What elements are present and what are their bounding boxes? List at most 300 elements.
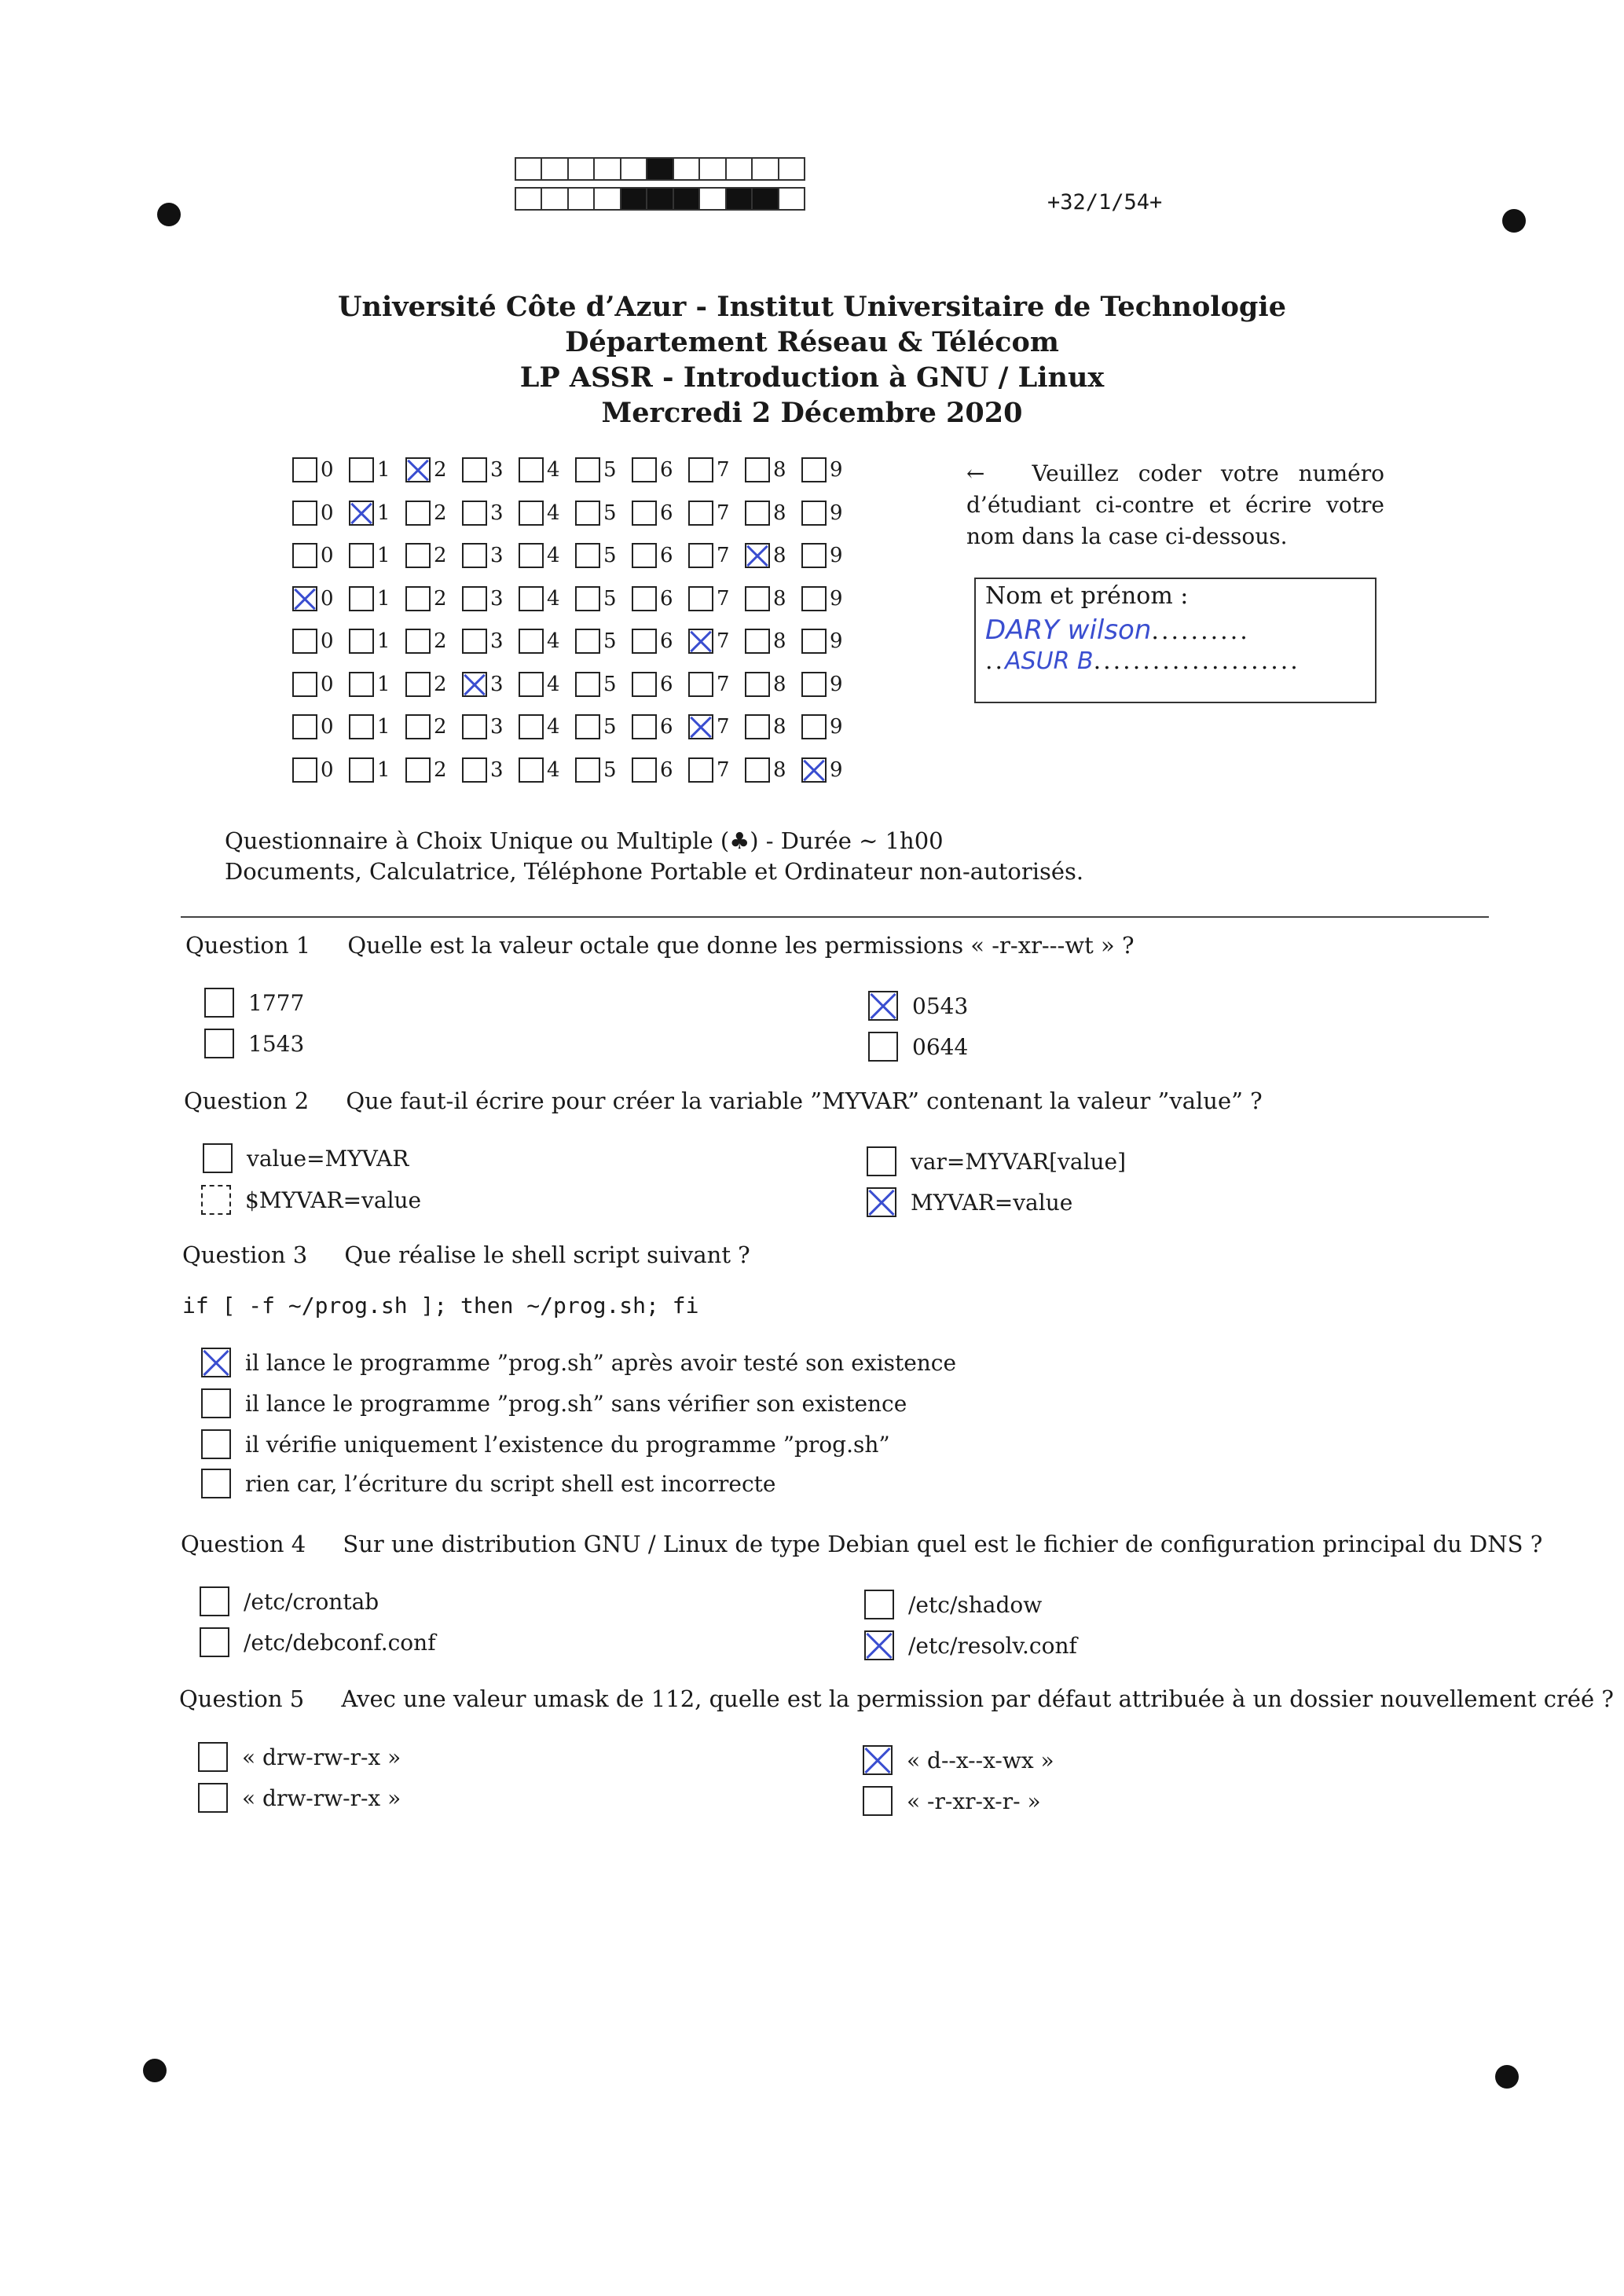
option-label: /etc/debconf.conf [244,1629,436,1656]
digit-label: 1 [377,715,390,739]
digit-label: 4 [547,629,560,653]
option-label: 1543 [248,1030,305,1057]
checkbox[interactable] [863,1745,893,1775]
option-label: $MYVAR=value [245,1187,422,1213]
digit-cell[interactable] [349,543,405,568]
checkbox[interactable] [201,1348,231,1377]
header-course: LP ASSR - Introduction à GNU / Linux [519,361,1105,394]
digit-checkbox[interactable] [801,757,827,783]
digit-cell[interactable] [519,757,575,783]
digit-checkbox[interactable] [745,757,770,783]
digit-cell[interactable] [462,501,519,526]
digit-cell[interactable] [632,457,688,482]
digit-label: 2 [434,715,447,739]
checkbox[interactable] [867,1146,896,1176]
student-number-row [292,540,858,571]
exam-info-line2: Documents, Calculatrice, Téléphone Portable et Ordinateur non-autorisés. [225,858,1084,885]
question-2 [184,1087,1263,1114]
student-number-row [292,669,858,700]
digit-checkbox[interactable] [519,714,544,739]
digit-checkbox[interactable] [462,586,487,611]
digit-label: 4 [547,586,560,611]
digit-cell[interactable] [688,586,745,611]
digit-label: 3 [490,501,504,525]
digit-checkbox[interactable] [745,543,770,568]
digit-checkbox[interactable] [405,457,431,482]
digit-cell[interactable] [745,757,801,783]
digit-cell[interactable] [632,501,688,526]
digit-label: 0 [321,672,334,696]
digit-cell[interactable] [745,501,801,526]
name-box-label: Nom et prénom : [985,582,1189,610]
digit-label: 7 [717,586,730,611]
digit-cell[interactable] [632,586,688,611]
question-5-option-d[interactable] [863,1786,1041,1816]
digit-cell[interactable] [292,629,349,654]
digit-label: 6 [660,586,673,611]
digit-checkbox[interactable] [349,457,374,482]
digit-checkbox[interactable] [632,757,657,783]
checkbox[interactable] [863,1786,893,1816]
question-1-option-b[interactable] [204,1029,304,1058]
digit-cell[interactable] [519,543,575,568]
digit-label: 5 [603,544,617,567]
digit-checkbox[interactable] [745,672,770,697]
checkbox[interactable] [203,1143,233,1173]
checkbox[interactable] [864,1590,894,1619]
question-text: Sur une distribution GNU / Linux de type Debian quel est le fichier de configuration principal du DNS ? [343,1531,1543,1557]
option-label: 1777 [248,989,305,1016]
digit-checkbox[interactable] [462,629,487,654]
digit-checkbox[interactable] [745,501,770,526]
left-arrow-icon: ← [966,460,985,486]
digit-cell[interactable] [519,714,575,739]
digit-label: 7 [717,672,730,696]
question-text: Avec une valeur umask de 112, quelle est la permission par défaut attribuée à un dossier nouvellement créé ? [341,1685,1614,1712]
digit-checkbox[interactable] [801,543,827,568]
digit-cell[interactable] [405,714,462,739]
option-label: « d--x--x-wx » [907,1747,1054,1773]
digit-cell[interactable] [462,672,519,697]
digit-checkbox[interactable] [349,714,374,739]
digit-label: 1 [377,586,390,611]
question-5-option-b[interactable] [198,1783,401,1813]
digit-checkbox[interactable] [349,543,374,568]
digit-cell[interactable] [575,501,632,526]
digit-cell[interactable] [462,457,519,482]
digit-checkbox[interactable] [632,457,657,482]
digit-label: 0 [321,501,334,525]
digit-label: 4 [547,672,560,696]
option-label: « -r-xr-x-r- » [907,1788,1041,1814]
digit-checkbox[interactable] [519,586,544,611]
digit-label: 3 [490,672,504,696]
question-2-option-a[interactable] [203,1143,409,1173]
digit-cell[interactable] [519,586,575,611]
checkbox[interactable] [198,1783,228,1813]
digit-label: 9 [830,629,843,653]
digit-cell[interactable] [462,543,519,568]
question-text: Quelle est la valeur octale que donne les permissions « -r-xr---wt » ? [347,932,1135,959]
question-label: Question 1 [185,932,311,959]
dotted-line: .. [985,647,1006,675]
digit-cell[interactable] [632,629,688,654]
checkbox[interactable] [201,1388,231,1418]
digit-cell[interactable] [292,586,349,611]
digit-cell[interactable] [462,629,519,654]
digit-cell[interactable] [519,629,575,654]
name-box[interactable] [974,578,1377,703]
digit-checkbox[interactable] [688,586,713,611]
script-code: if [ -f ~/prog.sh ]; then ~/prog.sh; fi [182,1293,699,1319]
digit-cell[interactable] [575,714,632,739]
digit-label: 0 [321,586,334,611]
digit-label: 2 [434,544,447,567]
digit-label: 6 [660,672,673,696]
digit-cell[interactable] [688,457,745,482]
digit-cell[interactable] [688,543,745,568]
question-text: Que réalise le shell script suivant ? [344,1242,750,1268]
digit-label: 2 [434,458,447,482]
digit-label: 2 [434,629,447,653]
digit-label: 6 [660,629,673,653]
digit-checkbox[interactable] [632,672,657,697]
digit-checkbox[interactable] [349,586,374,611]
digit-cell[interactable] [349,586,405,611]
digit-cell[interactable] [745,457,801,482]
digit-cell[interactable] [292,714,349,739]
digit-label: 5 [603,757,617,782]
digit-checkbox[interactable] [405,629,431,654]
question-4-option-b[interactable] [200,1627,436,1657]
digit-cell[interactable] [462,714,519,739]
checkbox[interactable] [198,1742,228,1772]
option-label: /etc/shadow [908,1591,1043,1618]
digit-checkbox[interactable] [632,543,657,568]
digit-cell[interactable] [632,757,688,783]
digit-cell[interactable] [801,757,858,783]
digit-checkbox[interactable] [575,457,600,482]
digit-label: 5 [603,501,617,525]
digit-checkbox[interactable] [292,629,317,654]
digit-checkbox[interactable] [632,629,657,654]
digit-cell[interactable] [801,543,858,568]
digit-cell[interactable] [688,629,745,654]
digit-label: 4 [547,715,560,739]
option-label: 0644 [912,1033,969,1060]
digit-cell[interactable] [745,586,801,611]
digit-checkbox[interactable] [292,543,317,568]
digit-checkbox[interactable] [519,672,544,697]
digit-cell[interactable] [575,457,632,482]
digit-label: 6 [660,544,673,567]
digit-cell[interactable] [519,457,575,482]
digit-cell[interactable] [688,714,745,739]
digit-cell[interactable] [801,586,858,611]
digit-label: 3 [490,586,504,611]
digit-checkbox[interactable] [292,501,317,526]
digit-label: 4 [547,458,560,482]
digit-checkbox[interactable] [405,672,431,697]
option-label: value=MYVAR [247,1145,409,1172]
question-2-option-d[interactable] [867,1187,1072,1217]
digit-checkbox[interactable] [292,757,317,783]
digit-checkbox[interactable] [688,501,713,526]
digit-label: 8 [773,458,786,482]
digit-cell[interactable] [292,501,349,526]
student-number-row [292,711,858,743]
digit-cell[interactable] [745,543,801,568]
digit-cell[interactable] [632,543,688,568]
student-number-row [292,497,858,529]
digit-cell[interactable] [575,629,632,654]
question-5-option-c[interactable] [863,1745,1054,1775]
question-1-option-d[interactable] [868,1032,968,1062]
digit-cell[interactable] [405,457,462,482]
digit-cell[interactable] [801,672,858,697]
digit-checkbox[interactable] [575,586,600,611]
digit-checkbox[interactable] [688,543,713,568]
digit-label: 0 [321,544,334,567]
digit-checkbox[interactable] [462,457,487,482]
digit-checkbox[interactable] [801,672,827,697]
digit-checkbox[interactable] [462,714,487,739]
digit-checkbox[interactable] [801,586,827,611]
digit-cell[interactable] [745,629,801,654]
question-1-option-a[interactable] [204,988,304,1018]
digit-checkbox[interactable] [688,457,713,482]
digit-cell[interactable] [745,714,801,739]
digit-cell[interactable] [632,672,688,697]
checkbox[interactable] [200,1586,229,1616]
digit-checkbox[interactable] [745,457,770,482]
checkbox[interactable] [201,1469,231,1498]
student-number-row [292,583,858,614]
digit-label: 8 [773,629,786,653]
registration-mark-bottom-left [143,2059,167,2082]
registration-mark-top-right [1502,209,1526,233]
digit-checkbox[interactable] [801,629,827,654]
question-2-option-b[interactable] [201,1185,421,1215]
option-label: « drw-rw-r-x » [242,1784,401,1811]
digit-checkbox[interactable] [801,457,827,482]
digit-checkbox[interactable] [688,757,713,783]
digit-cell[interactable] [801,714,858,739]
digit-cell[interactable] [292,672,349,697]
digit-cell[interactable] [349,629,405,654]
question-5-option-a[interactable] [198,1742,401,1772]
question-4-option-a[interactable] [200,1586,379,1616]
option-label: var=MYVAR[value] [911,1148,1127,1175]
digit-label: 9 [830,501,843,525]
digit-label: 4 [547,501,560,525]
digit-cell[interactable] [405,543,462,568]
registration-mark-top-left [157,203,181,226]
digit-checkbox[interactable] [745,714,770,739]
digit-cell[interactable] [405,757,462,783]
digit-cell[interactable] [349,457,405,482]
digit-checkbox[interactable] [632,501,657,526]
digit-cell[interactable] [405,586,462,611]
digit-cell[interactable] [575,757,632,783]
digit-checkbox[interactable] [745,586,770,611]
digit-checkbox[interactable] [519,757,544,783]
question-1-option-c[interactable] [868,991,968,1021]
exam-info-line1: Questionnaire à Choix Unique ou Multiple (♣) - Durée ∼ 1h00 [225,827,944,854]
digit-checkbox[interactable] [688,672,713,697]
question-2-option-c[interactable] [867,1146,1126,1176]
option-label: 0543 [912,992,969,1019]
digit-label: 1 [377,672,390,696]
checkbox[interactable] [201,1185,231,1215]
digit-cell[interactable] [349,757,405,783]
digit-label: 0 [321,458,334,482]
digit-checkbox[interactable] [688,714,713,739]
checkbox[interactable] [200,1627,229,1657]
digit-checkbox[interactable] [519,457,544,482]
header-department: Département Réseau & Télécom [565,326,1059,358]
digit-checkbox[interactable] [405,543,431,568]
digit-cell[interactable] [688,501,745,526]
digit-label: 3 [490,458,504,482]
digit-cell[interactable] [801,457,858,482]
digit-checkbox[interactable] [575,714,600,739]
digit-label: 2 [434,672,447,696]
digit-label: 5 [603,458,617,482]
question-3-option-d[interactable] [201,1469,776,1498]
digit-checkbox[interactable] [801,501,827,526]
digit-label: 3 [490,544,504,567]
digit-checkbox[interactable] [575,543,600,568]
digit-cell[interactable] [349,714,405,739]
digit-cell[interactable] [519,672,575,697]
digit-checkbox[interactable] [575,629,600,654]
digit-cell[interactable] [405,672,462,697]
registration-mark-bottom-right [1495,2065,1519,2089]
question-3-option-a[interactable] [201,1348,956,1377]
digit-label: 0 [321,757,334,782]
digit-cell[interactable] [575,672,632,697]
digit-cell[interactable] [349,672,405,697]
digit-checkbox[interactable] [745,629,770,654]
digit-checkbox[interactable] [462,501,487,526]
digit-checkbox[interactable] [519,543,544,568]
checkbox[interactable] [868,991,898,1021]
digit-cell[interactable] [575,586,632,611]
digit-checkbox[interactable] [632,714,657,739]
digit-cell[interactable] [405,629,462,654]
digit-label: 7 [717,629,730,653]
digit-cell[interactable] [632,714,688,739]
digit-label: 8 [773,672,786,696]
digit-checkbox[interactable] [801,714,827,739]
digit-label: 9 [830,586,843,611]
digit-label: 1 [377,757,390,782]
checkbox[interactable] [868,1032,898,1062]
digit-checkbox[interactable] [519,501,544,526]
digit-checkbox[interactable] [462,543,487,568]
digit-label: 2 [434,501,447,525]
checkbox[interactable] [204,988,234,1018]
digit-checkbox[interactable] [349,757,374,783]
digit-checkbox[interactable] [575,672,600,697]
question-3-option-c[interactable] [201,1429,890,1459]
digit-cell[interactable] [801,629,858,654]
page-code: +32/1/54+ [1047,190,1163,215]
digit-label: 1 [377,458,390,482]
question-3-option-b[interactable] [201,1388,907,1418]
checkbox[interactable] [204,1029,234,1058]
digit-checkbox[interactable] [292,672,317,697]
digit-checkbox[interactable] [349,501,374,526]
digit-cell[interactable] [688,757,745,783]
digit-cell[interactable] [575,543,632,568]
question-4 [181,1531,1542,1557]
digit-cell[interactable] [462,586,519,611]
digit-checkbox[interactable] [575,757,600,783]
digit-cell[interactable] [519,501,575,526]
digit-label: 2 [434,757,447,782]
digit-label: 5 [603,672,617,696]
option-label: MYVAR=value [911,1189,1073,1216]
digit-cell[interactable] [801,501,858,526]
digit-checkbox[interactable] [462,757,487,783]
digit-checkbox[interactable] [405,501,431,526]
digit-checkbox[interactable] [405,757,431,783]
digit-checkbox[interactable] [405,586,431,611]
digit-label: 9 [830,458,843,482]
digit-checkbox[interactable] [292,457,317,482]
digit-checkbox[interactable] [292,586,317,611]
digit-label: 4 [547,544,560,567]
option-label: il lance le programme ”prog.sh” sans vérifier son existence [245,1390,907,1417]
digit-checkbox[interactable] [688,629,713,654]
digit-cell[interactable] [688,672,745,697]
question-4-option-d[interactable] [864,1630,1077,1660]
barcode-top [515,157,805,181]
question-1 [185,932,1135,959]
digit-label: 5 [603,715,617,739]
digit-cell[interactable] [462,757,519,783]
digit-checkbox[interactable] [405,714,431,739]
digit-checkbox[interactable] [349,629,374,654]
digit-cell[interactable] [292,543,349,568]
checkbox[interactable] [864,1630,894,1660]
digit-checkbox[interactable] [462,672,487,697]
question-4-option-c[interactable] [864,1590,1042,1619]
digit-checkbox[interactable] [575,501,600,526]
digit-checkbox[interactable] [349,672,374,697]
digit-checkbox[interactable] [292,714,317,739]
digit-cell[interactable] [349,501,405,526]
digit-cell[interactable] [745,672,801,697]
student-number-row [292,454,858,486]
digit-label: 1 [377,629,390,653]
digit-label: 3 [490,629,504,653]
digit-label: 7 [717,458,730,482]
digit-checkbox[interactable] [632,586,657,611]
digit-cell[interactable] [405,501,462,526]
digit-label: 0 [321,715,334,739]
checkbox[interactable] [867,1187,896,1217]
option-label: rien car, l’écriture du script shell est incorrecte [245,1470,776,1497]
digit-checkbox[interactable] [519,629,544,654]
digit-cell[interactable] [292,457,349,482]
digit-cell[interactable] [292,757,349,783]
digit-label: 3 [490,757,504,782]
checkbox[interactable] [201,1429,231,1459]
digit-label: 9 [830,757,843,782]
